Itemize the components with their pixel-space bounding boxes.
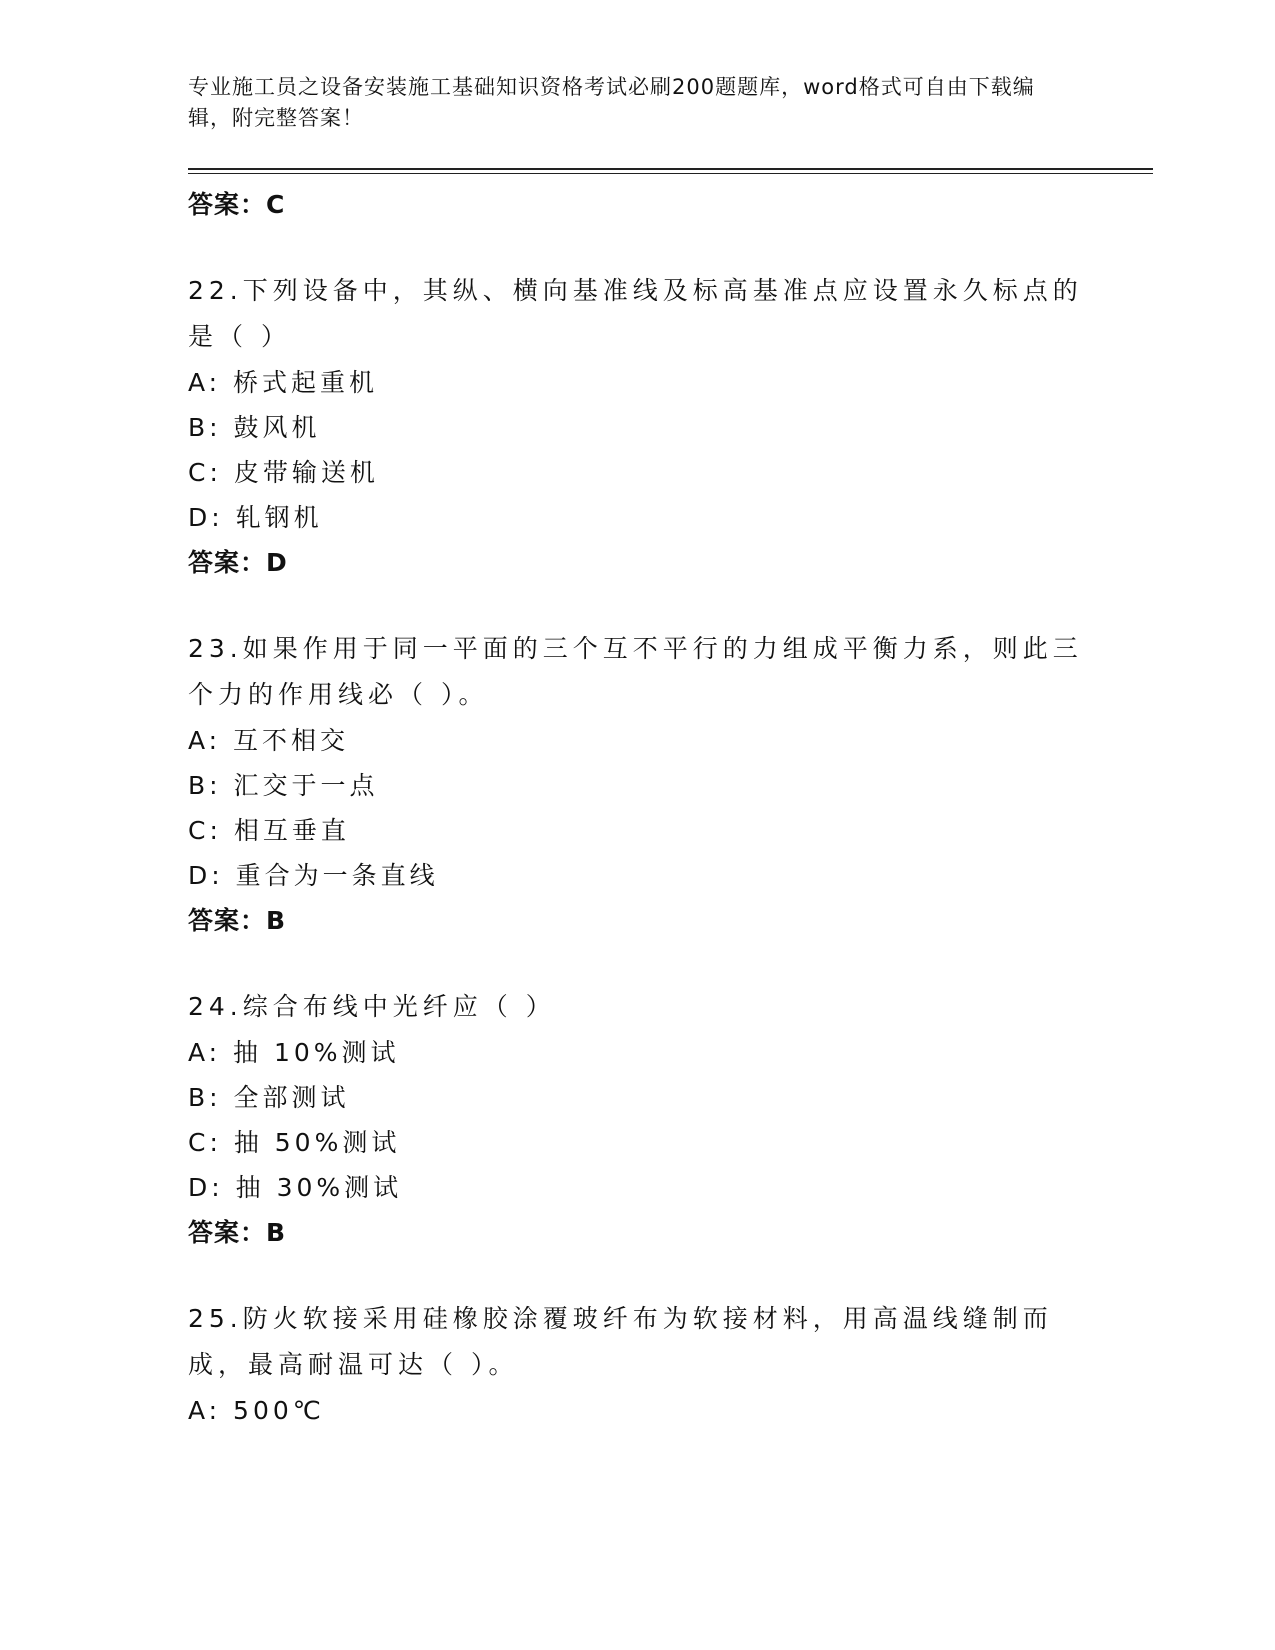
option-c: C: 皮带输送机: [188, 458, 379, 487]
answer: 答案：D: [188, 548, 288, 577]
answer: 答案：B: [188, 1218, 287, 1247]
option-c: C: 相互垂直: [188, 816, 350, 845]
option-c: C: 抽 50%测试: [188, 1128, 401, 1157]
option-d: D: 重合为一条直线: [188, 861, 439, 890]
header-divider: [188, 168, 1153, 174]
answer-21: 答案：C: [188, 190, 286, 219]
question-stem: 24.综合布线中光纤应（ ）: [188, 992, 556, 1021]
option-b: B: 全部测试: [188, 1083, 350, 1112]
document-page: [188, 72, 1153, 1433]
option-a: A: 互不相交: [188, 726, 350, 755]
option-d: D: 抽 30%测试: [188, 1173, 403, 1202]
question-23: [188, 626, 1153, 944]
document-header: 专业施工员之设备安装施工基础知识资格考试必刷200题题库，word格式可自由下载编辑，附完整答案！: [188, 75, 1035, 130]
option-a: A: 桥式起重机: [188, 368, 379, 397]
question-24: [188, 984, 1153, 1256]
option-b: B: 汇交于一点: [188, 771, 379, 800]
question-stem: 25.防火软接采用硅橡胶涂覆玻纤布为软接材料，用高温线缝制而成，最高耐温可达（ ）。: [188, 1304, 1053, 1379]
question-stem: 22.下列设备中，其纵、横向基准线及标高基准点应设置永久标点的是（ ）: [188, 276, 1083, 351]
option-a: A: 500℃: [188, 1396, 325, 1425]
question-stem: 23.如果作用于同一平面的三个互不平行的力组成平衡力系，则此三个力的作用线必（ ）。: [188, 634, 1083, 709]
answer: 答案：B: [188, 906, 287, 935]
option-b: B: 鼓风机: [188, 413, 321, 442]
question-22: [188, 268, 1153, 586]
option-d: D: 轧钢机: [188, 503, 323, 532]
option-a: A: 抽 10%测试: [188, 1038, 400, 1067]
question-25: [188, 1296, 1153, 1433]
